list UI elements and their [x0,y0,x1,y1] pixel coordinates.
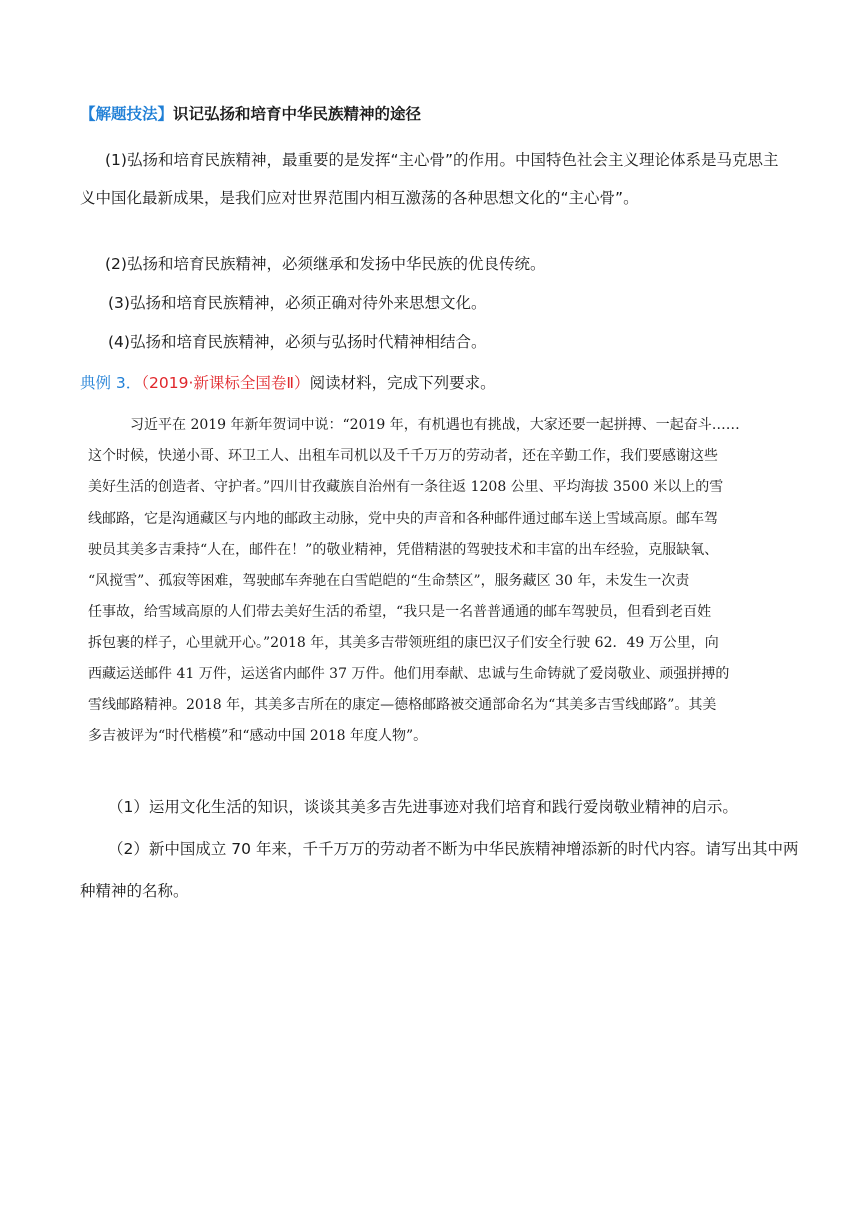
point-1-line-1: (1)弘扬和培育民族精神，最重要的是发挥“主心骨”的作用。中国特色社会主义理论体系是马克思主 [105,151,779,169]
tip-title: 识记弘扬和培育中华民族精神的途径 [173,105,422,123]
passage-line: 习近平在 2019 年新年贺词中说：“2019 年，有机遇也有挑战，大家还要一起拼搏、一起奋斗…… [130,417,740,433]
tip-tag: 【解题技法】 [80,105,174,123]
point-1-line-2: 义中国化最新成果，是我们应对世界范围内相互激荡的各种思想文化的“主心骨”。 [80,189,639,207]
passage-line: “风搅雪”、孤寂等困难，驾驶邮车奔驰在白雪皑皑的“生命禁区”，服务藏区 30 年，未发生一次责 [88,573,690,589]
point-4: (4)弘扬和培育民族精神，必须与弘扬时代精神相结合。 [108,333,487,351]
example-label: 典例 3． [80,374,142,392]
question-2-line-1: （2）新中国成立 70 年来，千千万万的劳动者不断为中华民族精神增添新的时代内容。请写出其中两 [108,840,799,858]
passage-line: 美好生活的创造者、守护者。”四川甘孜藏族自治州有一条往返 1208 公里、平均海拔 3500 米以上的雪 [88,479,724,495]
passage-line: 西藏运送邮件 41 万件，运送省内邮件 37 万件。他们用奉献、忠诚与生命铸就了爱岗敬业、顽强拼搏的 [88,666,730,682]
passage-line: 线邮路，它是沟通藏区与内地的邮政主动脉，党中央的声音和各种邮件通过邮车送上雪域高原。邮车驾 [88,511,718,527]
passage-line: 驶员其美多吉秉持“人在，邮件在！”的敬业精神，凭借精湛的驾驶技术和丰富的出车经验，克服缺氧、 [88,542,719,558]
point-3: (3)弘扬和培育民族精神，必须正确对待外来思想文化。 [108,294,487,312]
example-source: （2019·新课标全国卷Ⅱ） [141,374,310,392]
example-heading [80,373,496,393]
question-1: （1）运用文化生活的知识，谈谈其美多吉先进事迹对我们培育和践行爱岗敬业精神的启示。 [108,798,738,816]
passage-line: 这个时候，快递小哥、环卫工人、出租车司机以及千千万万的劳动者，还在辛勤工作，我们要感谢这些 [88,448,718,464]
passage-line: 任事故，给雪域高原的人们带去美好生活的希望，“我只是一名普普通通的邮车驾驶员，但看到老百姓 [88,604,712,620]
tip-heading [80,104,421,124]
passage-line: 拆包裹的样子，心里就开心。”2018 年，其美多吉带领班组的康巴汉子们安全行驶 62．49 万公里，向 [88,635,719,651]
example-instruction: 阅读材料，完成下列要求。 [309,374,496,392]
passage-line: 多吉被评为“时代楷模”和“感动中国 2018 年度人物”。 [88,728,428,744]
question-2-line-2: 种精神的名称。 [80,882,189,900]
passage-line: 雪线邮路精神。2018 年，其美多吉所在的康定—德格邮路被交通部命名为“其美多吉雪线邮路”。其美 [88,697,717,713]
point-2: (2)弘扬和培育民族精神，必须继承和发扬中华民族的优良传统。 [105,255,546,273]
